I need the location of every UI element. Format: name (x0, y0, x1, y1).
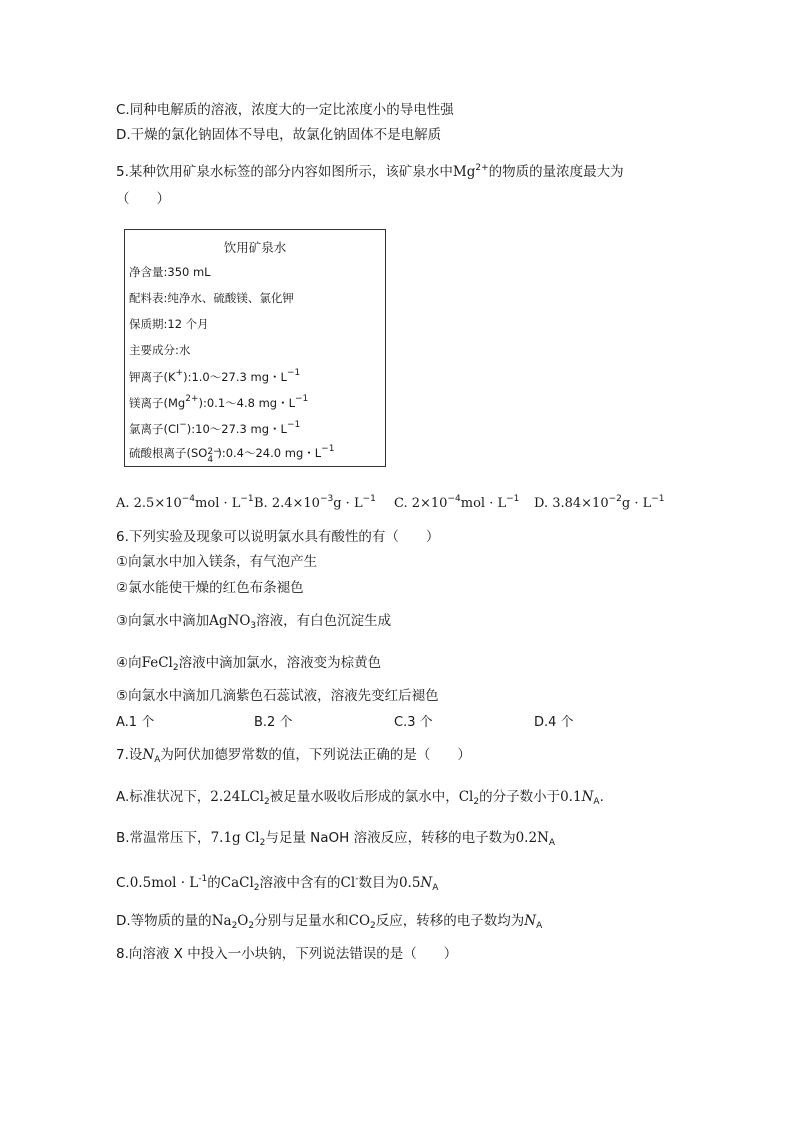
label-shelf-life: 保质期:12 个月 (129, 317, 209, 331)
q7-option-c[interactable]: $C.0.5mol \cdot L^{-1}$的CaCl$_2$溶液中含有的Cl-数目为$0.5N_A$ (116, 874, 439, 893)
q4-option-d: D.干燥的氯化钠固体不导电，故氯化钠固体不是电解质 (116, 127, 442, 143)
label-potassium: 钾离子(K+):1.0～27.3 mg・$L^{-1}$ (129, 368, 301, 384)
label-magnesium: 镁离子$(Mg^{2+}):0.1\sim 4.8$ mg・$L^{-1}$ (129, 394, 309, 410)
q6-item-3: ③向氯水中滴加AgNO$_3$溶液，有白色沉淀生成 (116, 613, 392, 631)
q6-choice-b[interactable]: B.2 个 (254, 715, 293, 730)
q7-option-d[interactable]: D.等物质的量的$Na_2O_2$分别与足量水和$CO_2$反应，转移的电子数均为$N_A$ (116, 913, 543, 931)
q7-option-b[interactable]: B.常温常压下，7.1g $Cl_2$与足量 NaOH 溶液反应，转移的电子数为$0.2N_A$ (116, 830, 556, 848)
label-net-content: 净含量:350 mL (129, 265, 211, 279)
q6-choice-d[interactable]: D.4 个 (534, 715, 574, 730)
label-ingredients: 配料表:纯净水、硫酸镁、氯化钾 (129, 291, 294, 305)
q5-option-a[interactable]: A. $2.5\times 10^{-4}mol \cdot L^{-1}$ (116, 494, 254, 511)
q6-stem: 6.下列实验及现象可以说明氯水具有酸性的有（ ） (116, 529, 440, 545)
label-chloride: 氯离子(Cl−):10～27.3 mg・$L^{-1}$ (129, 420, 301, 436)
q5-option-d[interactable]: D. $3.84\times 10^{-2}g \cdot L^{-1}$ (534, 494, 665, 511)
q5-stem: 5.某种饮用矿泉水标签的部分内容如图所示，该矿泉水中$Mg^{2+}$的物质的量浓度最大为 (116, 163, 624, 180)
q7-option-a[interactable]: A.标准状况下，2.24LCl$_2$被足量水吸收后形成的氯水中，$Cl_2$的分子数小于$0.1N_A$. (116, 789, 604, 807)
label-main-component: 主要成分:水 (129, 343, 191, 357)
label-title: 饮用矿泉水 (223, 240, 287, 255)
q6-choice-c[interactable]: C.3 个 (394, 715, 433, 730)
q5-answer-paren: （ ） (116, 191, 170, 207)
q6-item-1: ①向氯水中加入镁条，有气泡产生 (116, 554, 318, 570)
label-sulfate: 硫酸根离子(SO 2− 4 ):0.4～24.0 mg・$L^{-1}$ (129, 444, 335, 465)
q4-option-c: C.同种电解质的溶液，浓度大的一定比浓度小的导电性强 (116, 102, 454, 118)
q6-item-5: ⑤向氯水中滴加几滴紫色石蕊试液，溶液先变红后褪色 (116, 688, 439, 704)
q5-option-c[interactable]: C. $2\times 10^{-4}mol \cdot L^{-1}$ (394, 494, 520, 511)
q7-stem: 7.设$N_A$为阿伏加德罗常数的值，下列说法正确的是（ ） (116, 747, 471, 765)
q5-option-b[interactable]: B. $2.4\times 10^{-3}g \cdot L^{-1}$ (254, 494, 376, 511)
q8-stem: 8.向溶液 X 中投入一小块钠，下列说法错误的是（ ） (116, 946, 458, 962)
q6-item-2: ②氯水能使干燥的红色布条褪色 (116, 580, 304, 596)
mineral-water-label (124, 229, 386, 467)
q6-item-4: ④向FeCl$_2$溶液中滴加氯水，溶液变为棕黄色 (116, 655, 382, 673)
q6-choice-a[interactable]: A.1 个 (116, 715, 155, 730)
